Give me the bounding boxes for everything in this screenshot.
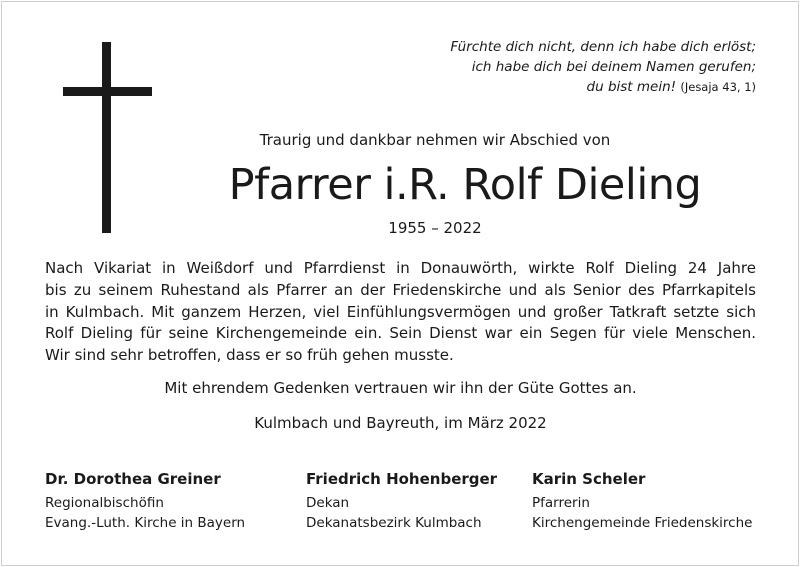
signer-organization: Dekanatsbezirk Kulmbach (306, 515, 482, 531)
obituary-line: Nach Vikariat in Weißdorf und Pfarrdienst in Donauwörth, wirkte Rolf Dieling 24 Jahre (45, 259, 756, 277)
bible-verse (396, 37, 756, 97)
life-dates: 1955 – 2022 (388, 219, 482, 237)
intro-text: Traurig und dankbar nehmen wir Abschied von (259, 131, 611, 149)
cross-horizontal-bar (63, 87, 152, 96)
signer-organization: Kirchengemeinde Friedenskirche (532, 515, 753, 531)
signer-block (45, 469, 245, 533)
signer-role: Pfarrerin (532, 495, 590, 511)
obituary-line: Rolf Dieling für seine Kirchengemeinde ein. Sein Dienst war ein Segen für viele Menschen. (45, 324, 756, 343)
signer-name: Karin Scheler (532, 470, 646, 488)
place-and-date: Kulmbach und Bayreuth, im März 2022 (254, 414, 547, 432)
cross-vertical-bar (102, 42, 111, 233)
verse-line-2: ich habe dich bei deinem Namen gerufen; (471, 59, 756, 75)
signer-name: Dr. Dorothea Greiner (45, 470, 221, 488)
obituary-line: Wir sind sehr betroffen, dass er so früh gehen musste. (45, 346, 454, 365)
verse-line-1: Fürchte dich nicht, denn ich habe dich erlöst; (450, 39, 756, 55)
verse-line-3 (396, 77, 756, 97)
obituary-line: bis zu seinem Ruhestand als Pfarrer an der Friedenskirche und als Senior des Pfarrkapitels (45, 280, 756, 299)
obituary-line: in Kulmbach. Mit ganzem Herzen, viel Einfühlungsvermögen und großer Tatkraft setzte sich (45, 302, 756, 321)
verse-reference: (Jesaja 43, 1) (680, 80, 756, 94)
signer-block (306, 469, 497, 533)
deceased-name: Pfarrer i.R. Rolf Dieling (228, 160, 702, 210)
closing-text: Mit ehrendem Gedenken vertrauen wir ihn der Güte Gottes an. (164, 379, 637, 397)
signer-organization: Evang.-Luth. Kirche in Bayern (45, 515, 246, 531)
verse-line-3-text: du bist mein! (586, 79, 677, 95)
signer-role: Regionalbischöfin (45, 495, 164, 511)
obituary-text (45, 258, 756, 367)
signer-name: Friedrich Hohenberger (306, 470, 498, 488)
signer-block (532, 469, 752, 533)
signer-role: Dekan (306, 495, 350, 511)
